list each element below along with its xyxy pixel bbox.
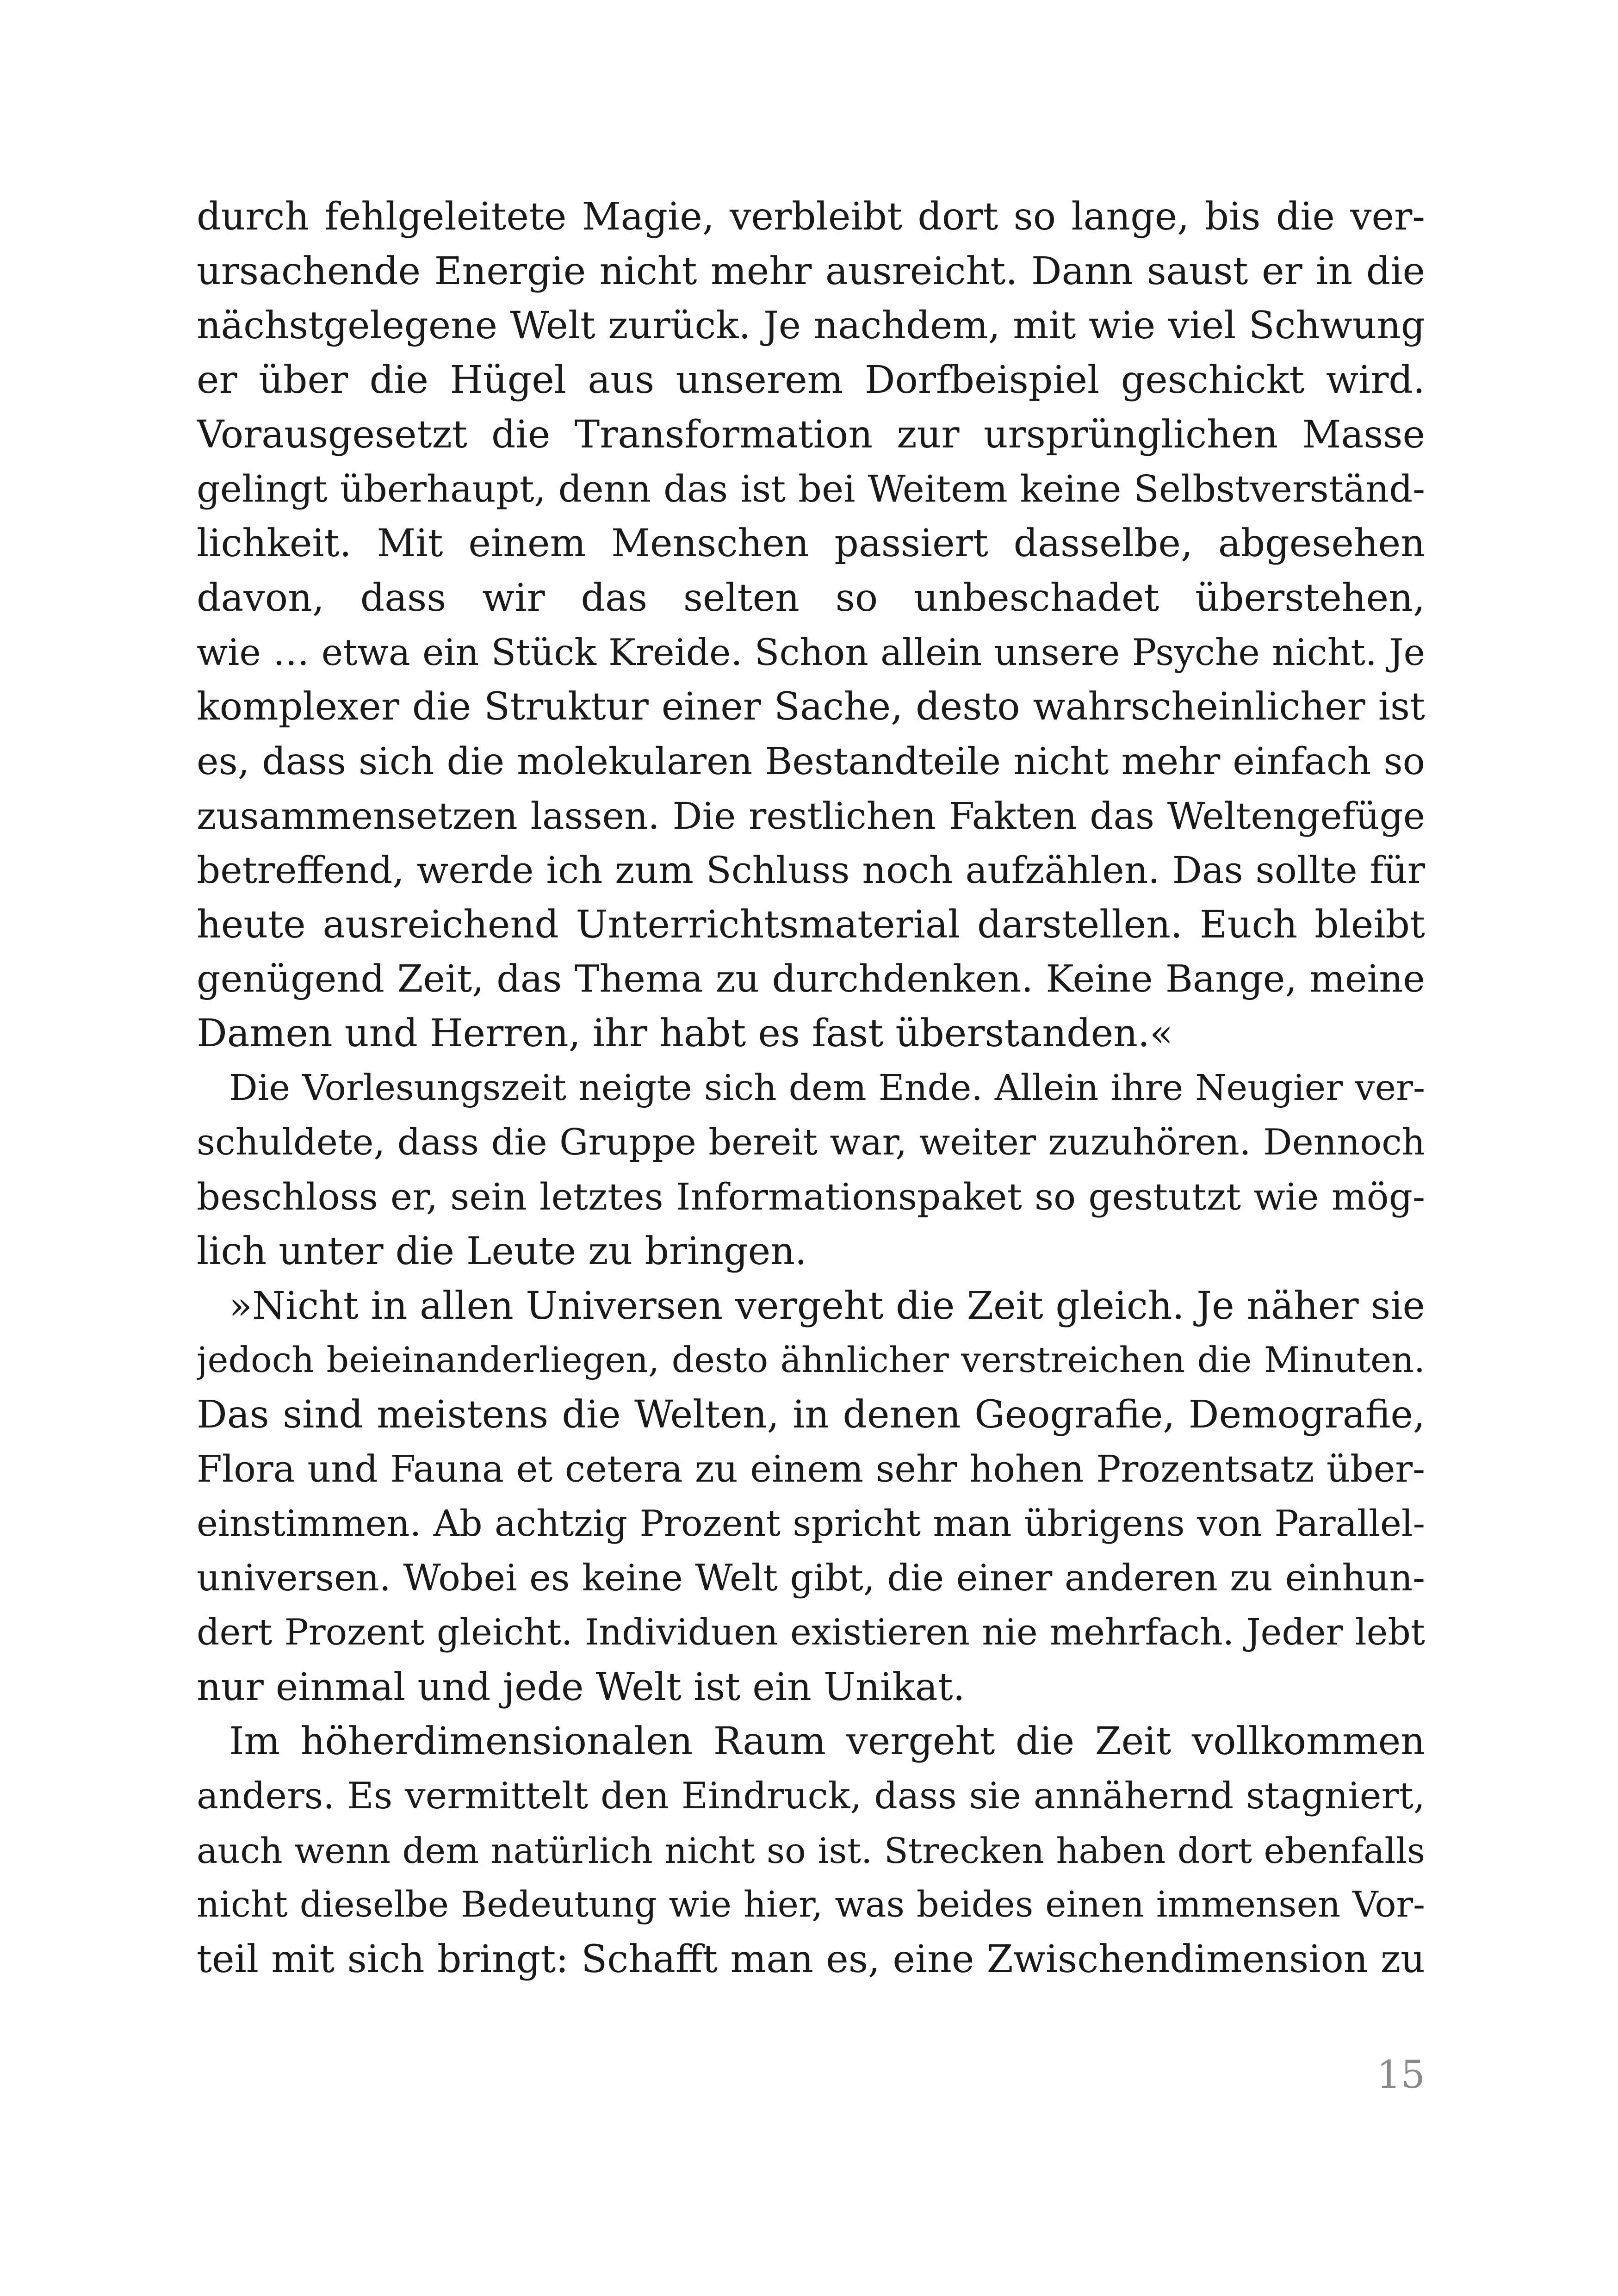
text-line: Die Vorlesungszeit neigte sich dem Ende. Allein ihre Neugier ver- bbox=[229, 1067, 1425, 1109]
text-line: nächstgelegene Welt zurück. Je nachdem, mit wie viel Schwung bbox=[197, 304, 1425, 348]
text-line: dert Prozent gleicht. Individuen existieren nie mehrfach. Jeder lebt bbox=[197, 1611, 1425, 1653]
text-line: Flora und Fauna et cetera zu einem sehr hohen Prozentsatz über- bbox=[197, 1447, 1425, 1490]
text-line: Damen und Herren, ihr habt es fast überstanden.« bbox=[197, 1011, 1173, 1056]
text-line: betreffend, werde ich zum Schluss noch aufzählen. Das sollte für bbox=[197, 849, 1425, 892]
text-line: zusammensetzen lassen. Die restlichen Fakten das Weltengefüge bbox=[197, 794, 1425, 838]
text-line: gelingt überhaupt, denn das ist bei Weitem keine Selbstverständ- bbox=[197, 467, 1425, 511]
text-line: es, dass sich die molekularen Bestandteile nicht mehr einfach so bbox=[197, 739, 1425, 783]
text-line: teil mit sich bringt: Schafft man es, eine Zwischendimension zu bbox=[197, 1937, 1425, 1981]
text-line: universen. Wobei es keine Welt gibt, die einer anderen zu einhun- bbox=[197, 1557, 1425, 1600]
text-line: Das sind meistens die Welten, in denen Geografie, Demografie, bbox=[197, 1393, 1425, 1437]
text-line: beschloss er, sein letztes Informationspaket so gestutzt wie mög- bbox=[197, 1175, 1425, 1219]
text-line: komplexer die Struktur einer Sache, desto wahrscheinlicher ist bbox=[197, 685, 1425, 729]
text-line: nicht dieselbe Bedeutung wie hier, was beides einen immensen Vor- bbox=[197, 1884, 1425, 1926]
text-line: Im höherdimensionalen Raum vergeht die Zeit vollkommen bbox=[229, 1719, 1425, 1764]
text-line: auch wenn dem natürlich nicht so ist. Strecken haben dort ebenfalls bbox=[197, 1830, 1425, 1871]
text-line: genügend Zeit, das Thema zu durchdenken. Keine Bange, meine bbox=[197, 957, 1425, 1001]
text-line: lichkeit. Mit einem Menschen passiert dasselbe, abgesehen bbox=[197, 521, 1425, 566]
text-line: einstimmen. Ab achtzig Prozent spricht man übrigens von Parallel- bbox=[197, 1502, 1425, 1545]
text-line: Vorausgesetzt die Transformation zur ursprünglichen Masse bbox=[197, 412, 1425, 457]
text-line: jedoch beieinanderliegen, desto ähnlicher verstreichen die Minuten. bbox=[197, 1340, 1425, 1381]
text-line: wie … etwa ein Stück Kreide. Schon allein unsere Psyche nicht. Je bbox=[197, 631, 1425, 674]
text-line: »Nicht in allen Universen vergeht die Zeit gleich. Je näher sie bbox=[229, 1284, 1425, 1328]
text-line: anders. Es vermittelt den Eindruck, dass sie annähernd stagniert, bbox=[197, 1774, 1425, 1817]
text-line: ursachende Energie nicht mehr ausreicht. Dann saust er in die bbox=[197, 249, 1425, 293]
body-text bbox=[197, 190, 1425, 1987]
text-line: durch fehlgeleitete Magie, verbleibt dort so lange, bis die ver- bbox=[197, 195, 1425, 239]
page-number: 15 bbox=[1376, 2053, 1425, 2097]
text-line: er über die Hügel aus unserem Dorfbeispiel geschickt wird. bbox=[197, 358, 1425, 403]
text-line: davon, dass wir das selten so unbeschadet überstehen, bbox=[197, 576, 1425, 620]
text-line: schuldete, dass die Gruppe bereit war, weiter zuzuhören. Dennoch bbox=[197, 1121, 1425, 1163]
text-line: lich unter die Leute zu bringen. bbox=[197, 1229, 807, 1274]
text-line: nur einmal und jede Welt ist ein Unikat. bbox=[197, 1665, 965, 1709]
text-line: heute ausreichend Unterrichtsmaterial darstellen. Euch bleibt bbox=[197, 902, 1425, 947]
